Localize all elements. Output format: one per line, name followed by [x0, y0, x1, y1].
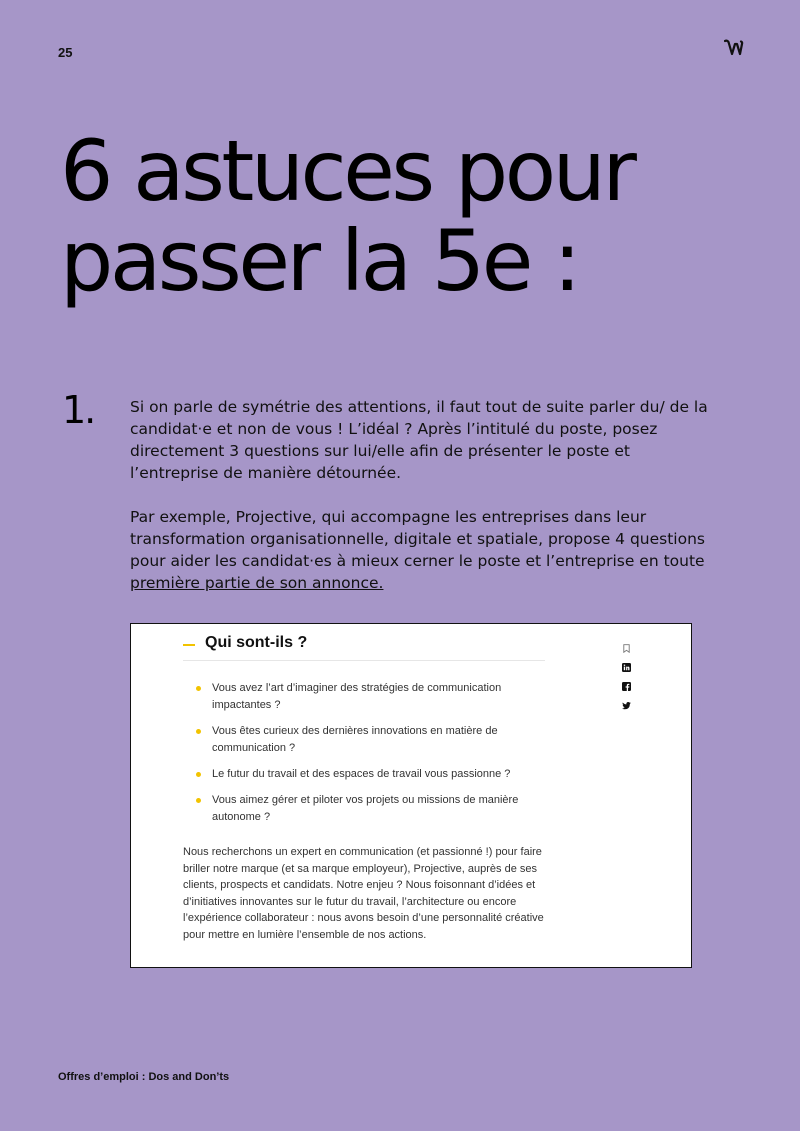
card-bullet-list — [183, 680, 553, 835]
paragraph-2-underlined-text: première partie de son annonce. — [130, 574, 384, 592]
section-number: 1. — [62, 388, 95, 432]
twitter-icon[interactable] — [622, 701, 631, 710]
w-logo-icon — [724, 38, 744, 60]
list-item-text: Vous avez l’art d’imaginer des stratégies de communication impactantes ? — [212, 682, 502, 711]
job-ad-screenshot-card — [130, 623, 692, 968]
list-item-text: Vous êtes curieux des dernières innovations en matière de communication ? — [212, 725, 498, 754]
card-title: Qui sont-ils ? — [205, 634, 308, 651]
bookmark-icon[interactable] — [622, 644, 631, 653]
section-paragraph-2 — [130, 506, 710, 594]
list-item — [183, 723, 553, 757]
bullet-dot-icon — [196, 772, 201, 777]
footer-title: Offres d’emploi : Dos and Don’ts — [58, 1071, 230, 1083]
title-line-1: 6 astuces pour — [60, 122, 634, 220]
bullet-dot-icon — [196, 729, 201, 734]
section-paragraph-1: Si on parle de symétrie des attentions, il faut tout de suite parler du/ de la candidat·e et non de vous ! L’idéal ? Après l’intitulé du poste, posez directement 3 questions sur lui/elle afin de présenter le poste et l’entreprise de manière détournée. — [130, 398, 708, 482]
social-share-bar — [622, 644, 634, 720]
card-header — [183, 634, 545, 661]
page-number: 25 — [58, 45, 73, 60]
page-title — [60, 122, 760, 310]
card-paragraph: Nous recherchons un expert en communication (et passionné !) pour faire briller notre marque (et sa marque employeur), Projective, auprès de ses clients, prospects et candidats. Notre enjeu ? Nous foisonnant d’idées et d’initiatives innovantes sur le futur du travail, l’architecture ou encore l’expérience collaborateur : nous avons besoin d’une personnalité créative pour mettre en lumière l’ensemble de nos actions. — [183, 846, 544, 941]
section-body — [130, 396, 710, 616]
card-accent-bar — [183, 644, 195, 646]
list-item — [183, 766, 553, 783]
paragraph-2-text: Par exemple, Projective, qui accompagne les entreprises dans leur transformation organisationnelle, digitale et spatiale, propose 4 questions pour aider les candidat·es à mieux cerner le poste et l’entreprise en toute — [130, 508, 705, 570]
bullet-dot-icon — [196, 686, 201, 691]
list-item — [183, 792, 553, 826]
list-item-text: Vous aimez gérer et piloter vos projets ou missions de manière autonome ? — [212, 794, 519, 823]
list-item-text: Le futur du travail et des espaces de travail vous passionne ? — [212, 768, 511, 780]
linkedin-icon[interactable] — [622, 663, 631, 672]
list-item — [183, 680, 553, 714]
facebook-icon[interactable] — [622, 682, 631, 691]
title-line-2: passer la 5e : — [60, 212, 578, 310]
bullet-dot-icon — [196, 798, 201, 803]
